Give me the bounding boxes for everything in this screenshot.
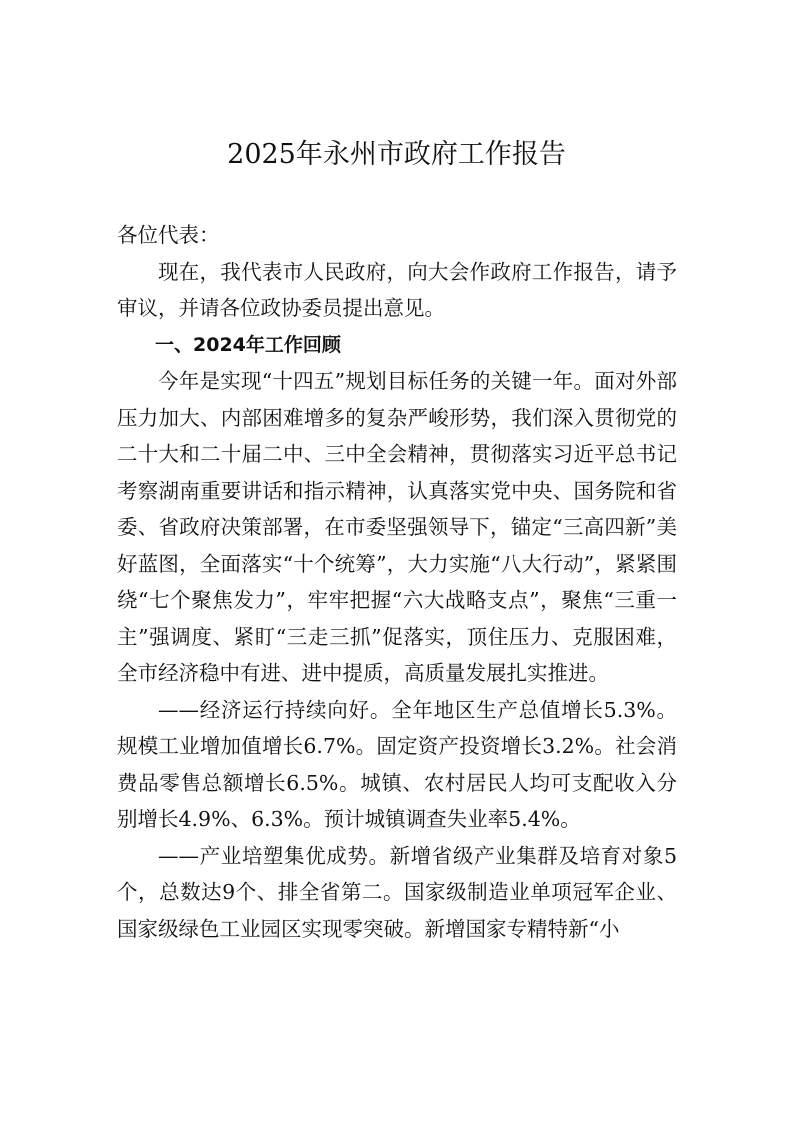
salutation: 各位代表： [117, 223, 220, 247]
section-heading: 一、2024年工作回顾 [155, 333, 341, 356]
paragraph-industry: ——产业培塑集优成势。新增省级产业集群及培育对象5个，总数达9个、排全省第二。国家级制造业单项冠军企业、国家级绿色工业园区实现零突破。新增国家专精特新“小 [117, 843, 677, 941]
page-title: 2025年永州市政府工作报告 [227, 139, 566, 170]
document-body [117, 217, 677, 947]
paragraph-intro: 现在，我代表市人民政府，向大会作政府工作报告，请予审议，并请各位政协委员提出意见。 [117, 259, 677, 320]
paragraph-overview: 今年是实现“十四五”规划目标任务的关键一年。面对外部压力加大、内部困难增多的复杂严峻形势，我们深入贯彻党的二十大和二十届二中、三中全会精神，贯彻落实习近平总书记考察湖南重要讲话和指示精神，认真落实党中央、国务院和省委、省政府决策部署，在市委坚强领导下，锚定“三高四新”美好蓝图，全面落实“十个统筹”，大力实施“八大行动”，紧紧围绕“七个聚焦发力”，牢牢把握“六大战略支点”，聚焦“三重一主”强调度、紧盯“三走三抓”促落实，顶住压力、克服困难，全市经济稳中有进、进中提质，高质量发展扎实推进。 [117, 369, 677, 685]
paragraph-economy: ——经济运行持续向好。全年地区生产总值增长5.3%。规模工业增加值增长6.7%。固定资产投资增长3.2%。社会消费品零售总额增长6.5%。城镇、农村居民人均可支配收入分别增长4.9%、6.3%。预计城镇调查失业率5.4%。 [117, 697, 677, 831]
